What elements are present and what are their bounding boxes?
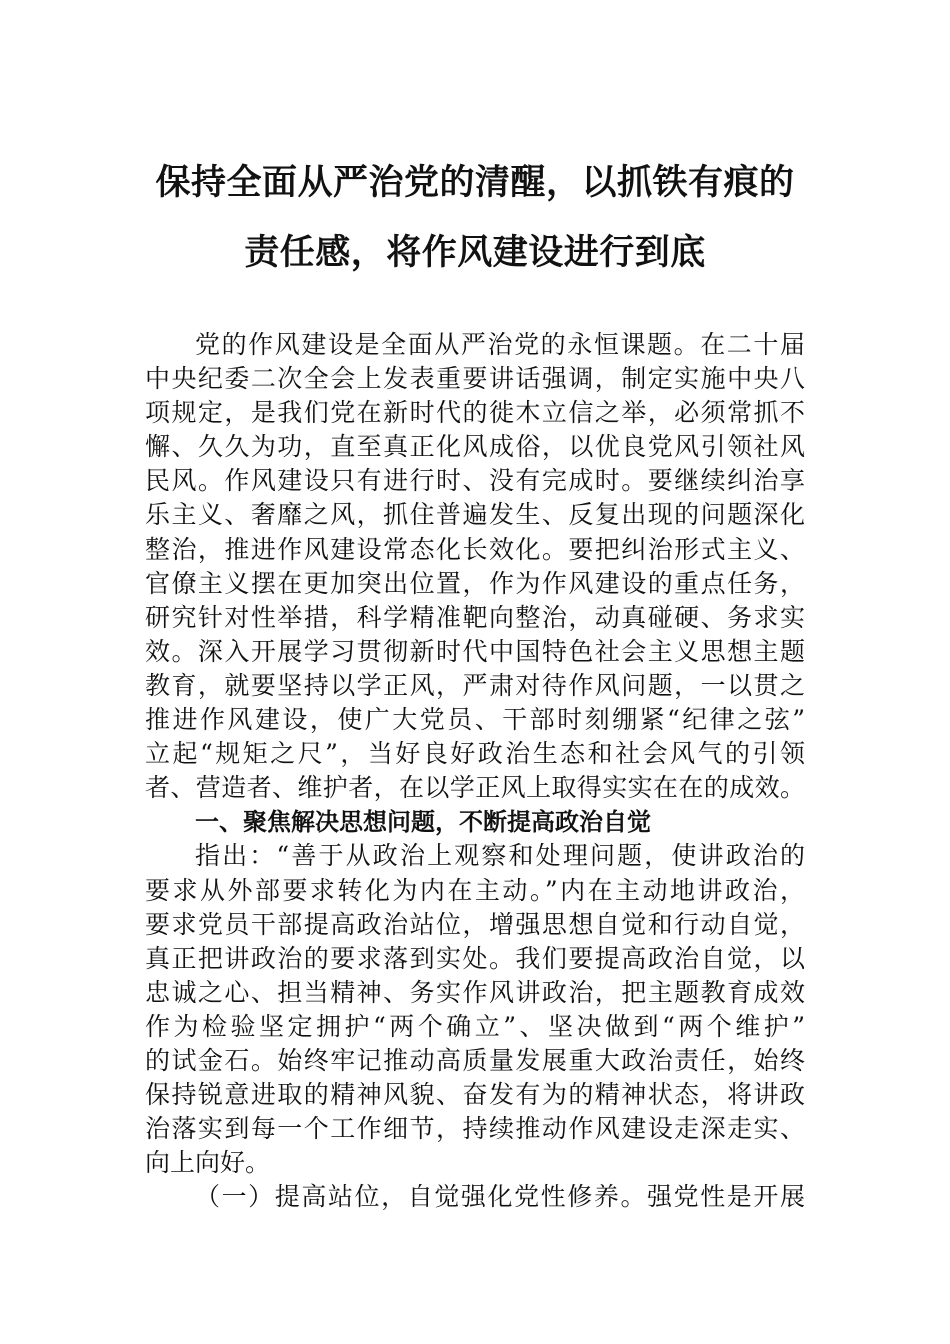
text-line: 要求从外部要求转化为内在主动。”内在主动地讲政治，: [145, 875, 805, 905]
paragraph-section-1: [145, 839, 805, 1180]
text-line: 向上向好。: [145, 1148, 271, 1178]
document-body: [145, 328, 805, 1214]
text-line: 作为检验坚定拥护“两个确立”、坚决做到“两个维护”: [145, 1011, 805, 1041]
title-line-1: 保持全面从严治党的清醒，以抓铁有痕的: [155, 163, 795, 203]
paragraph-intro: [145, 328, 805, 805]
title-line-2: 责任感，将作风建设进行到底: [244, 233, 706, 273]
text-line: 真正把讲政治的要求落到实处。我们要提高政治自觉，以: [145, 943, 805, 973]
text-line: 保持锐意进取的精神风貌、奋发有为的精神状态，将讲政: [145, 1080, 805, 1110]
text-line: 民风。作风建设只有进行时、没有完成时。要继续纠治享: [145, 466, 805, 496]
section-heading: 一、聚焦解决思想问题，不断提高政治自觉: [195, 808, 651, 837]
text-line: 推进作风建设，使广大党员、干部时刻绷紧“纪律之弦”: [145, 705, 805, 735]
text-line: （一）提高站位，自觉强化党性修养。强党性是开展: [195, 1182, 805, 1212]
document-title: [110, 148, 840, 288]
text-line: 研究针对性举措，科学精准靶向整治，动真碰硬、务求实: [145, 602, 805, 632]
text-line: 整治，推进作风建设常态化长效化。要把纠治形式主义、: [145, 534, 805, 564]
text-line: 要求党员干部提高政治站位，增强思想自觉和行动自觉，: [145, 909, 805, 939]
text-line: 懈、久久为功，直至真正化风成俗，以优良党风引领社风: [145, 432, 805, 462]
text-line: 项规定，是我们党在新时代的徙木立信之举，必须常抓不: [145, 398, 805, 428]
text-line: 忠诚之心、担当精神、务实作风讲政治，把主题教育成效: [145, 977, 805, 1007]
text-line: 中央纪委二次全会上发表重要讲话强调，制定实施中央八: [145, 364, 805, 394]
paragraph-subsection-1: [145, 1180, 805, 1214]
text-line: 立起“规矩之尺”，当好良好政治生态和社会风气的引领: [145, 739, 805, 769]
text-line: 治落实到每一个工作细节，持续推动作风建设走深走实、: [145, 1114, 805, 1144]
text-line: 效。深入开展学习贯彻新时代中国特色社会主义思想主题: [145, 636, 805, 666]
text-line: 官僚主义摆在更加突出位置，作为作风建设的重点任务，: [145, 568, 805, 598]
text-line: 教育，就要坚持以学正风，严肃对待作风问题，一以贯之: [145, 670, 805, 700]
text-line: 指出：“善于从政治上观察和处理问题，使讲政治的: [195, 841, 805, 871]
text-line: 乐主义、奢靡之风，抓住普遍发生、反复出现的问题深化: [145, 500, 805, 530]
text-line: 者、营造者、维护者，在以学正风上取得实实在在的成效。: [145, 773, 805, 803]
text-line: 的试金石。始终牢记推动高质量发展重大政治责任，始终: [145, 1045, 805, 1075]
text-line: 党的作风建设是全面从严治党的永恒课题。在二十届: [195, 330, 805, 359]
